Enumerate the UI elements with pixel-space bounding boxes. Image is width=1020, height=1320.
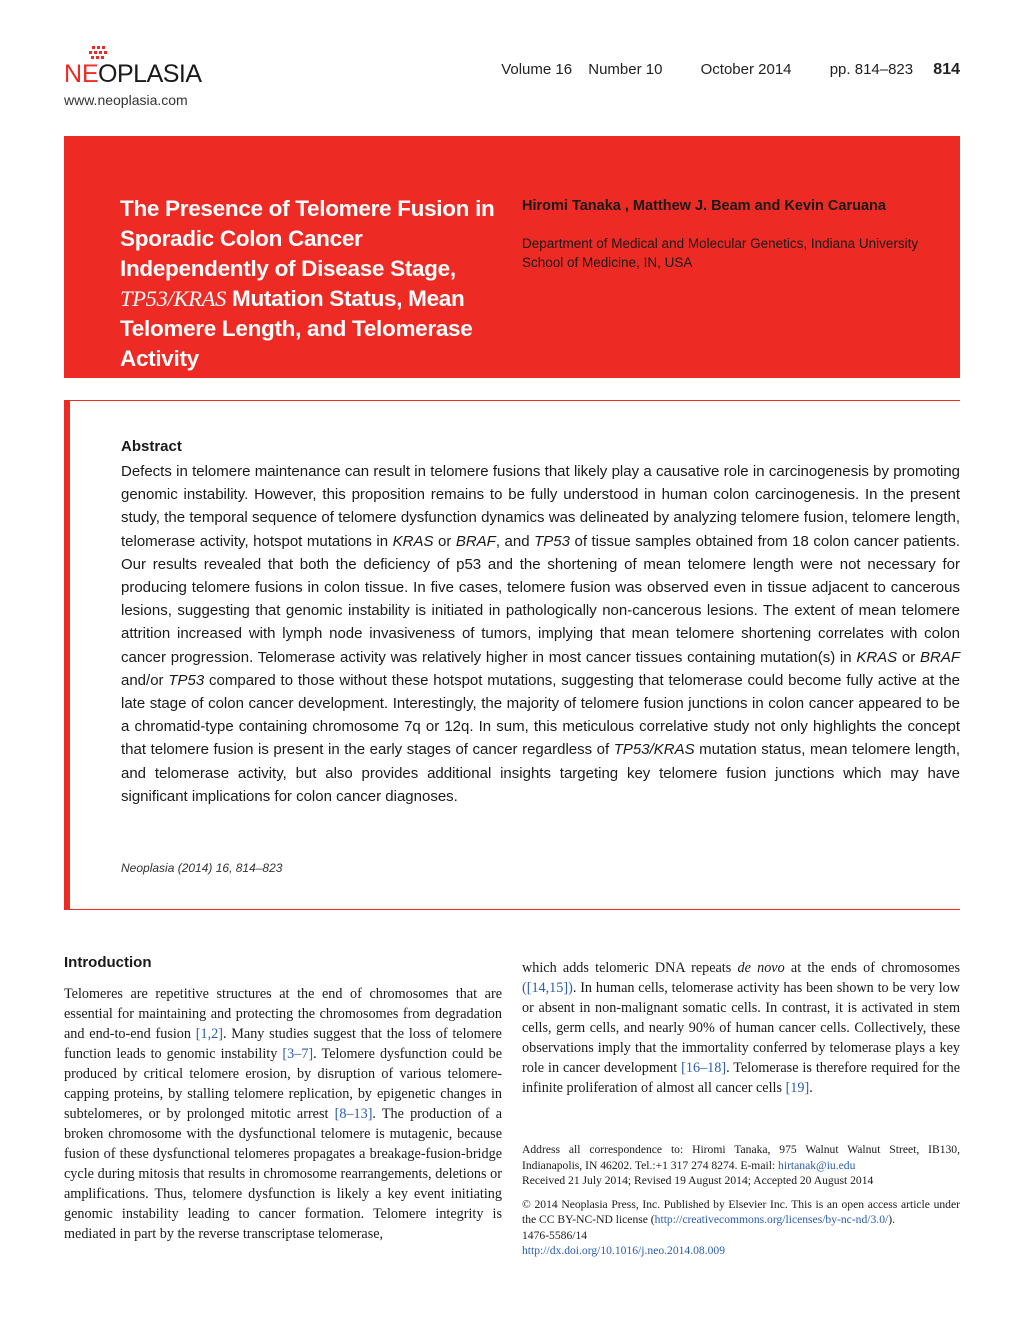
article-title: The Presence of Telomere Fusion in Sporadic Colon Cancer Independently of Disease Stage, TP53/KRAS Mutation Status, Mean Telomere Length, and Telomerase Activity [120, 196, 495, 371]
svg-text:O: O [98, 60, 118, 86]
page-range: pp. 814–823 [829, 61, 914, 78]
reference-link[interactable]: [19] [785, 1080, 810, 1096]
issue-date: October 2014 [700, 61, 792, 78]
affiliation: Department of Medical and Molecular Genetics, Indiana University School of Medicine, IN, USA [522, 236, 919, 270]
volume: Volume 16 [501, 61, 573, 78]
journal-url[interactable]: www.neoplasia.com [64, 92, 188, 108]
issn: 1476-5586/14 [522, 1228, 588, 1242]
citation: Neoplasia (2014) 16, 814–823 [121, 861, 283, 875]
issue-info [491, 61, 960, 79]
reference-link[interactable]: [8–13] [334, 1106, 373, 1122]
reference-link[interactable]: ([14,15]) [522, 980, 573, 996]
footnotes [522, 1142, 960, 1259]
email-link[interactable]: hirtanak@iu.edu [778, 1158, 856, 1172]
copyright: © 2014 Neoplasia Press, Inc. Published by Elsevier Inc. This is an open access article under the CC BY-NC-ND license (http://creativecommons.org/licenses/by-nc-nd/3.0/). [522, 1197, 960, 1226]
correspondence: Address all correspondence to: Hiromi Tanaka, 975 Walnut Walnut Street, IB130, Indianapolis, IN 46202. Tel.:+1 317 274 8274. E-mail: hirtanak@iu.edu [522, 1143, 960, 1172]
page-number: 814 [933, 61, 960, 78]
introduction-column-right: which adds telomeric DNA repeats de novo at the ends of chromosomes ([14,15]). In human cells, telomerase activity has been shown to be very low or absent in non-malignant somatic cells. In contrast, it is activated in stem cells, germ cells, and nearly 90% of human cancer cells. Collectively, these observations imply that the immortality conferred by telomerase plays a key role in cancer development [16–18]. Telomerase is therefore required for the infinite proliferation of almost all cancer cells [19]. [522, 960, 960, 1096]
authors: Hiromi Tanaka , Matthew J. Beam and Kevin Caruana [522, 198, 886, 214]
neoplasia-logo [64, 46, 214, 86]
svg-text:PLASIA: PLASIA [117, 60, 202, 86]
article-dates: Received 21 July 2014; Revised 19 August 2014; Accepted 20 August 2014 [522, 1174, 874, 1187]
reference-link[interactable]: [1,2] [195, 1026, 223, 1042]
issue-number: Number 10 [588, 61, 663, 78]
reference-link[interactable]: [3–7] [282, 1046, 314, 1062]
svg-text:NE: NE [64, 60, 99, 86]
abstract-text: Defects in telomere maintenance can result in telomere fusions that likely play a causative role in carcinogenesis by promoting genomic instability. However, this proposition remains to be fully understood in human colon carcinogenesis. In the present study, the temporal sequence of telomere dysfunction dynamics was delineated by analyzing telomere fusion, telomere length, telomerase activity, hotspot mutations in KRAS or BRAF, and TP53 of tissue samples obtained from 18 colon cancer patients. Our results revealed that both the deficiency of p53 and the shortening of mean telomere length were not necessary for producing telomere fusions in colon tissue. In five cases, telomere fusion was observed even in tissue adjacent to cancerous lesions, suggesting that genomic instability is initiated in pathologically non-cancerous lesions. The extent of mean telomere attrition increased with lymph node invasiveness of tumors, implying that mean telomere shortening correlates with colon cancer progression. Telomerase activity was relatively higher in most cancer tissues containing mutation(s) in KRAS or BRAF and/or TP53 compared to those without these hotspot mutations, suggesting that telomerase could become fully active at the late stage of colon cancer development. Interestingly, the majority of telomere fusion junctions in colon cancer appeared to be a chromatid-type containing chromosome 7q or 12q. In sum, this meticulous correlative study not only highlights the concept that telomere fusion is present in the early stages of cancer regardless of TP53/KRAS mutation status, mean telomere length, and telomerase activity, but also provides additional insights targeting key telomere fusion junctions which may have significant implications for colon cancer diagnoses. [121, 463, 961, 805]
doi-link[interactable]: http://dx.doi.org/10.1016/j.neo.2014.08.009 [522, 1244, 725, 1257]
license-link[interactable]: http://creativecommons.org/licenses/by-nc-nd/3.0/ [654, 1213, 889, 1226]
introduction-heading: Introduction [64, 954, 152, 971]
reference-link[interactable]: [16–18] [681, 1060, 727, 1076]
abstract-heading: Abstract [121, 438, 182, 455]
introduction-column-left: Telomeres are repetitive structures at the end of chromosomes that are essential for maintaining and protecting the chromosomes from degradation and end-to-end fusion [1,2]. Many studies suggest that the loss of telomere function leads to genomic instability [3–7]. Telomere dysfunction could be produced by critical telomere erosion, by disruption of various telomere-capping proteins, by stalling telomere replication, by epigenetic changes in subtelomeres, or by prolonged mitotic arrest [8–13]. The production of a broken chromosome with the dysfunctional telomere is mutagenic, because fusion of these dysfunctional telomeres propagates a breakage-fusion-bridge cycle during mitosis that results in chromosome rearrangements, deletions or amplifications. Thus, telomere dysfunction is likely a key event initiating genomic instability leading to cancer formation. Telomere integrity is mediated in part by the reverse transcriptase telomerase, [64, 986, 502, 1242]
